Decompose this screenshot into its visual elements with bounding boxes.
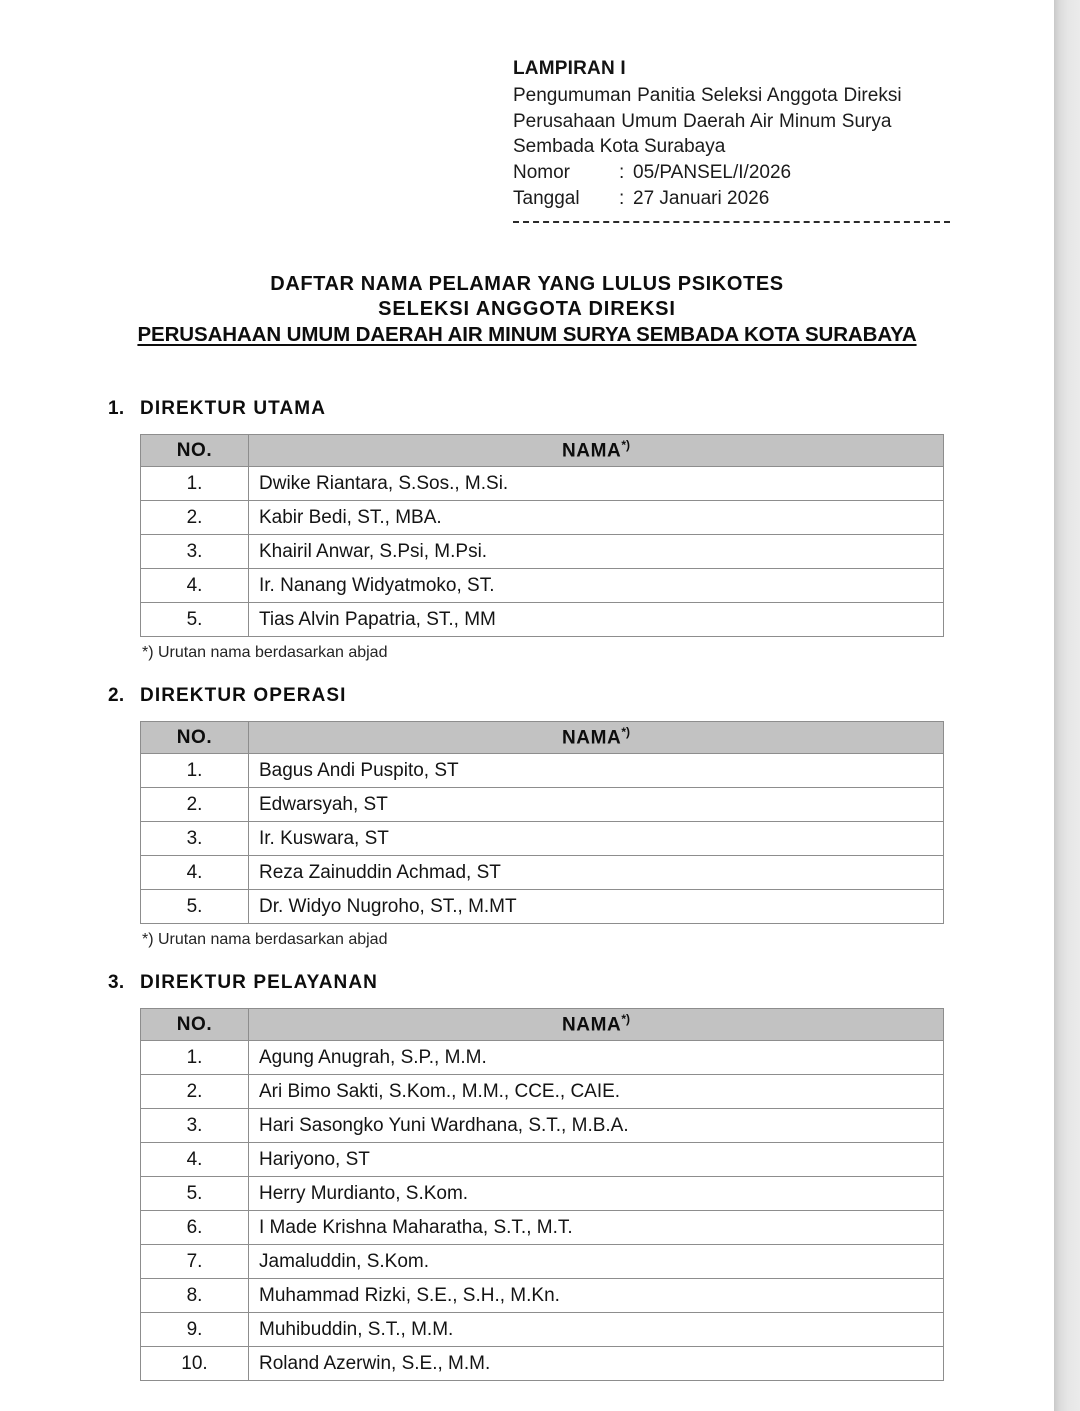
- cell-nama: Hari Sasongko Yuni Wardhana, S.T., M.B.A.: [249, 1109, 944, 1143]
- sections-container: [0, 398, 1054, 1381]
- table-row: [141, 535, 944, 569]
- section-gap: [0, 663, 1054, 685]
- section-direktur-utama: [0, 398, 1054, 685]
- cell-nama: Ir. Nanang Widyatmoko, ST.: [249, 569, 944, 603]
- column-header-nama-text: NAMA: [561, 440, 622, 462]
- cell-no: 5.: [141, 890, 249, 924]
- section-label: DIREKTUR PELAYANAN: [140, 972, 378, 993]
- table-row: [141, 890, 944, 924]
- cell-nama: Ari Bimo Sakti, S.Kom., M.M., CCE., CAIE.: [249, 1075, 944, 1109]
- section-heading: [0, 972, 1054, 994]
- cell-no: 2.: [141, 501, 249, 535]
- section-heading: [0, 398, 1054, 420]
- cell-nama: Muhibuddin, S.T., M.M.: [249, 1313, 944, 1347]
- cell-nama: Edwarsyah, ST: [249, 788, 944, 822]
- section-number: 1.: [108, 398, 125, 419]
- section-number: 2.: [108, 685, 125, 706]
- table-header-row: [141, 722, 944, 754]
- table-row: [141, 501, 944, 535]
- table-body-section-2: [141, 754, 944, 924]
- table-row: [141, 1075, 944, 1109]
- cell-no: 5.: [141, 603, 249, 637]
- nomor-value: 05/PANSEL/I/2026: [633, 161, 792, 183]
- cell-no: 7.: [141, 1245, 249, 1279]
- cell-nama: Tias Alvin Papatria, ST., MM: [249, 603, 944, 637]
- cell-no: 10.: [141, 1347, 249, 1381]
- cell-nama: Jamaluddin, S.Kom.: [249, 1245, 944, 1279]
- column-header-nama: [249, 722, 944, 754]
- section-label: DIREKTUR OPERASI: [140, 685, 347, 706]
- cell-no: 4.: [141, 569, 249, 603]
- lampiran-header-block: [513, 58, 953, 223]
- column-header-no: NO.: [141, 435, 249, 467]
- table-footnote: *) Urutan nama berdasarkan abjad: [142, 644, 388, 661]
- column-header-no: NO.: [141, 1009, 249, 1041]
- cell-no: 3.: [141, 822, 249, 856]
- cell-no: 3.: [141, 535, 249, 569]
- table-row: [141, 1313, 944, 1347]
- applicants-table: [140, 1008, 944, 1381]
- cell-nama: Hariyono, ST: [249, 1143, 944, 1177]
- cell-nama: Dr. Widyo Nugroho, ST., M.MT: [249, 890, 944, 924]
- cell-no: 3.: [141, 1109, 249, 1143]
- lampiran-description-line-3: Sembada Kota Surabaya: [513, 136, 726, 157]
- table-row: [141, 569, 944, 603]
- table-header-row: [141, 435, 944, 467]
- applicants-table: [140, 721, 944, 924]
- lampiran-description-line-1: Pengumuman Panitia Seleksi Anggota Direksi: [513, 85, 902, 106]
- cell-no: 1.: [141, 467, 249, 501]
- table-row: [141, 856, 944, 890]
- header-dashed-divider: [513, 221, 950, 223]
- table-row: [141, 822, 944, 856]
- tanggal-value: 27 Januari 2026: [633, 187, 770, 209]
- table-row: [141, 788, 944, 822]
- column-header-nama: [249, 1009, 944, 1041]
- table-body-section-1: [141, 467, 944, 637]
- table-row: [141, 603, 944, 637]
- cell-no: 6.: [141, 1211, 249, 1245]
- section-direktur-operasi: [0, 685, 1054, 972]
- cell-nama: Dwike Riantara, S.Sos., M.Si.: [249, 467, 944, 501]
- nomor-separator: :: [619, 161, 625, 183]
- table-row: [141, 1211, 944, 1245]
- lampiran-label: LAMPIRAN I: [513, 58, 626, 79]
- cell-nama: Roland Azerwin, S.E., M.M.: [249, 1347, 944, 1381]
- table-body-section-3: [141, 1041, 944, 1381]
- cell-no: 1.: [141, 754, 249, 788]
- column-header-nama-superscript: *): [621, 438, 631, 453]
- tanggal-row: [513, 186, 953, 212]
- table-row: [141, 1041, 944, 1075]
- cell-nama: Ir. Kuswara, ST: [249, 822, 944, 856]
- document-title-line-1: DAFTAR NAMA PELAMAR YANG LULUS PSIKOTES: [270, 273, 784, 295]
- nomor-label: Nomor: [513, 161, 571, 183]
- applicants-table: [140, 434, 944, 637]
- table-row: [141, 1143, 944, 1177]
- cell-nama: Reza Zainuddin Achmad, ST: [249, 856, 944, 890]
- column-header-nama-text: NAMA: [561, 727, 622, 749]
- table-row: [141, 1279, 944, 1313]
- table-row: [141, 1109, 944, 1143]
- cell-nama: Khairil Anwar, S.Psi, M.Psi.: [249, 535, 944, 569]
- section-gap: [0, 950, 1054, 972]
- nomor-row: [513, 160, 953, 186]
- document-title-line-3: PERUSAHAAN UMUM DAERAH AIR MINUM SURYA SEMBADA KOTA SURABAYA: [137, 323, 917, 346]
- cell-no: 4.: [141, 856, 249, 890]
- cell-nama: I Made Krishna Maharatha, S.T., M.T.: [249, 1211, 944, 1245]
- cell-no: 4.: [141, 1143, 249, 1177]
- section-label: DIREKTUR UTAMA: [140, 398, 327, 419]
- cell-nama: Herry Murdianto, S.Kom.: [249, 1177, 944, 1211]
- section-number: 3.: [108, 972, 125, 993]
- table-header-row: [141, 1009, 944, 1041]
- document-title: [0, 272, 1054, 347]
- cell-nama: Muhammad Rizki, S.E., S.H., M.Kn.: [249, 1279, 944, 1313]
- page-gutter: [1054, 0, 1080, 1411]
- cell-nama: Bagus Andi Puspito, ST: [249, 754, 944, 788]
- column-header-nama: [249, 435, 944, 467]
- section-direktur-pelayanan: [0, 972, 1054, 1381]
- cell-nama: Agung Anugrah, S.P., M.M.: [249, 1041, 944, 1075]
- table-row: [141, 1177, 944, 1211]
- cell-no: 8.: [141, 1279, 249, 1313]
- cell-nama: Kabir Bedi, ST., MBA.: [249, 501, 944, 535]
- document-title-line-2: SELEKSI ANGGOTA DIREKSI: [378, 298, 676, 320]
- table-row: [141, 754, 944, 788]
- column-header-no: NO.: [141, 722, 249, 754]
- cell-no: 2.: [141, 788, 249, 822]
- cell-no: 2.: [141, 1075, 249, 1109]
- tanggal-label: Tanggal: [513, 187, 580, 209]
- column-header-nama-superscript: *): [621, 725, 631, 740]
- table-footnote: *) Urutan nama berdasarkan abjad: [142, 931, 388, 948]
- tanggal-separator: :: [619, 187, 625, 209]
- column-header-nama-superscript: *): [621, 1012, 631, 1027]
- column-header-nama-text: NAMA: [561, 1014, 622, 1036]
- section-heading: [0, 685, 1054, 707]
- cell-no: 1.: [141, 1041, 249, 1075]
- table-row: [141, 1245, 944, 1279]
- table-row: [141, 467, 944, 501]
- table-row: [141, 1347, 944, 1381]
- lampiran-description-line-2: Perusahaan Umum Daerah Air Minum Surya: [513, 110, 892, 132]
- cell-no: 5.: [141, 1177, 249, 1211]
- cell-no: 9.: [141, 1313, 249, 1347]
